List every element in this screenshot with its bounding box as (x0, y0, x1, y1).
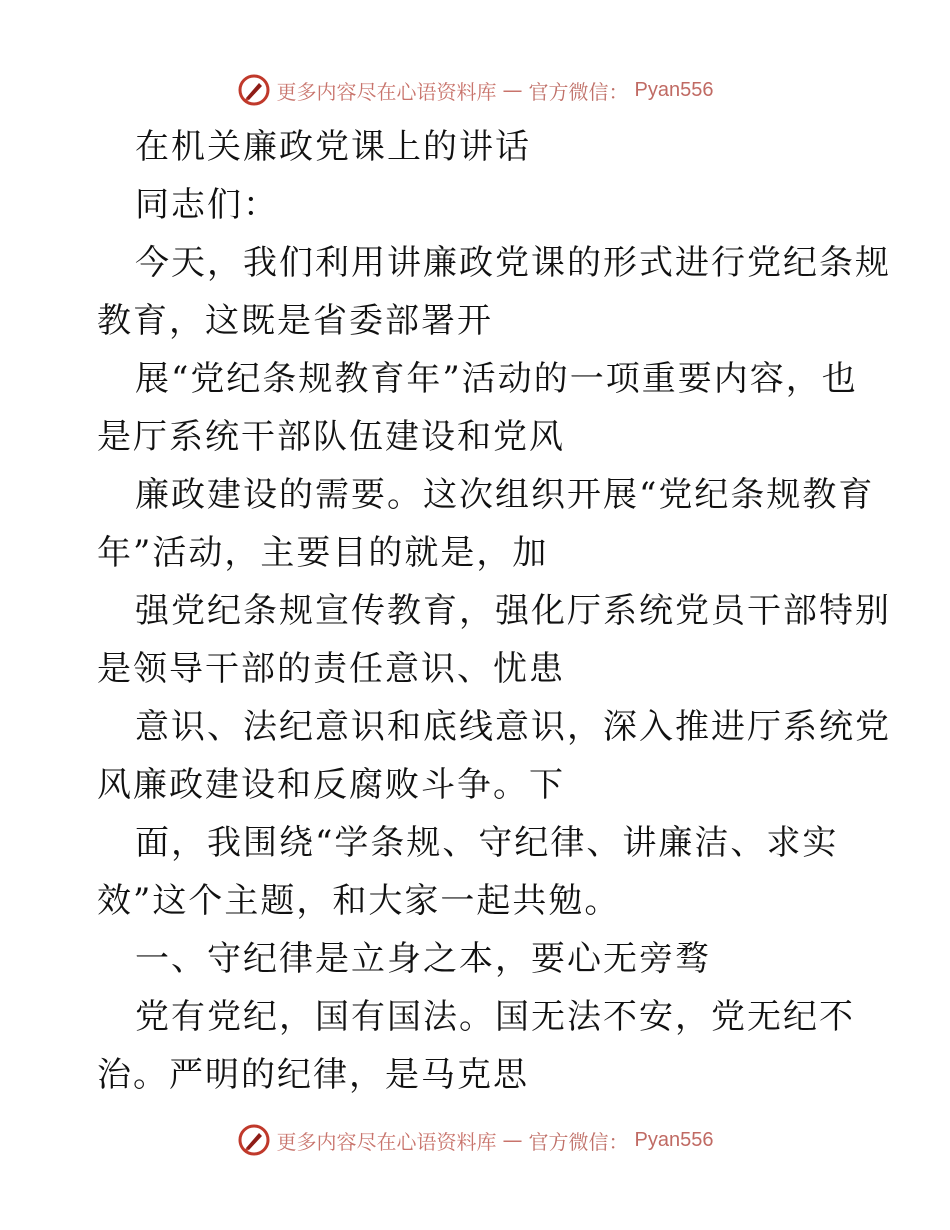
text-line: 面，我围绕“学条规、守纪律、讲廉洁、求实 (135, 823, 839, 863)
watermark-wechat-id: Pyan556 (634, 78, 714, 101)
watermark-library-text: 更多内容尽在心语资料库 (276, 1129, 497, 1154)
text-line: 强党纪条规宣传教育，强化厅系统党员干部特别 (135, 591, 891, 631)
watermark-dash: — (502, 1128, 523, 1152)
document-body (97, 118, 891, 1104)
text-line: 治。严明的纪律，是马克思 (97, 1055, 529, 1095)
text-line: 教育，这既是省委部署开 (97, 301, 493, 341)
watermark-wechat-id: Pyan556 (634, 1128, 714, 1151)
text-line: 效”这个主题，和大家一起共勉。 (97, 881, 621, 921)
text-line: 一、守纪律是立身之本，要心无旁骛 (135, 939, 711, 979)
text-line: 今天，我们利用讲廉政党课的形式进行党纪条规 (135, 243, 891, 283)
text-line: 是厅系统干部队伍建设和党风 (97, 417, 565, 457)
document-title: 在机关廉政党课上的讲话 (135, 127, 531, 167)
watermark-wechat-label: 官方微信： (528, 79, 629, 104)
text-line: 展“党纪条规教育年”活动的一项重要内容，也 (135, 359, 858, 399)
text-line: 意识、法纪意识和底线意识，深入推进厅系统党 (135, 707, 891, 747)
pen-logo-icon (237, 73, 271, 107)
footer-watermark (0, 1118, 950, 1162)
pen-logo-icon (237, 1123, 271, 1157)
watermark-dash: — (502, 78, 523, 102)
text-line: 同志们： (135, 185, 279, 225)
text-line: 党有党纪，国有国法。国无法不安，党无纪不 (135, 997, 855, 1037)
text-line: 廉政建设的需要。这次组织开展“党纪条规教育 (135, 475, 875, 515)
text-line: 年”活动，主要目的就是，加 (97, 533, 549, 573)
watermark-library-text: 更多内容尽在心语资料库 (276, 79, 497, 104)
text-line: 是领导干部的责任意识、忧患 (97, 649, 565, 689)
text-line: 风廉政建设和反腐败斗争。下 (97, 765, 565, 805)
watermark-wechat-label: 官方微信： (528, 1129, 629, 1154)
header-watermark (0, 68, 950, 112)
